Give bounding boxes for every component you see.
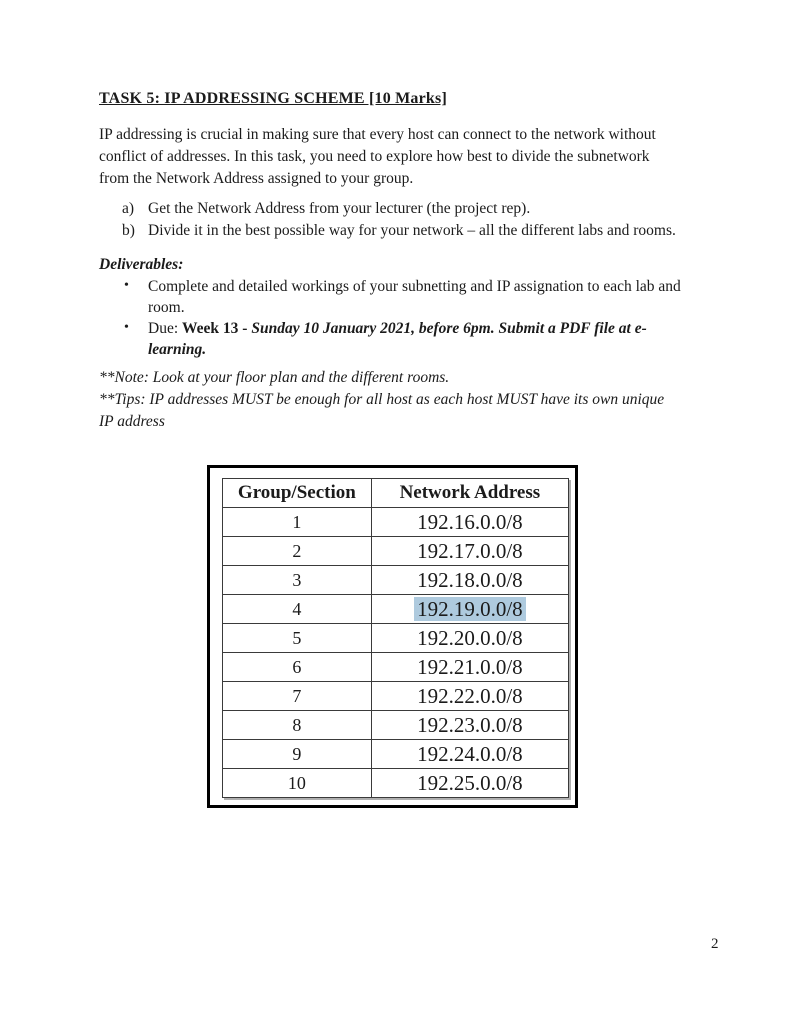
address-cell: 192.23.0.0/8 bbox=[371, 711, 568, 740]
network-address-table bbox=[222, 478, 569, 798]
group-cell: 8 bbox=[223, 711, 372, 740]
address-cell: 192.17.0.0/8 bbox=[371, 537, 568, 566]
group-cell: 5 bbox=[223, 624, 372, 653]
due-date: Sunday 10 January 2021, before 6pm. Submit a PDF file at e- bbox=[251, 320, 647, 337]
list-item-text: Divide it in the best possible way for your network – all the different labs and rooms. bbox=[148, 222, 676, 239]
table-row bbox=[223, 653, 569, 682]
list-marker: b) bbox=[122, 222, 135, 239]
document-content bbox=[99, 88, 699, 808]
table-row bbox=[223, 537, 569, 566]
address-cell: 192.21.0.0/8 bbox=[371, 653, 568, 682]
text-line bbox=[148, 318, 699, 339]
text-line: from the Network Address assigned to your group. bbox=[99, 170, 414, 187]
list-item bbox=[99, 318, 699, 360]
text-line: IP addressing is crucial in making sure that every host can connect to the network without bbox=[99, 126, 656, 143]
group-cell: 7 bbox=[223, 682, 372, 711]
text-line: room. bbox=[148, 299, 185, 316]
table-header-row bbox=[223, 479, 569, 508]
group-cell: 10 bbox=[223, 769, 372, 798]
list-item-b bbox=[99, 220, 699, 242]
page-title: TASK 5: IP ADDRESSING SCHEME [10 Marks] bbox=[99, 90, 447, 107]
group-cell: 3 bbox=[223, 566, 372, 595]
deliverables-list bbox=[99, 276, 699, 360]
list-item-text bbox=[148, 276, 699, 318]
network-address-table-frame bbox=[207, 465, 578, 808]
steps-list bbox=[99, 198, 699, 242]
address-cell: 192.25.0.0/8 bbox=[371, 769, 568, 798]
group-cell: 9 bbox=[223, 740, 372, 769]
table-row bbox=[223, 682, 569, 711]
table-row bbox=[223, 566, 569, 595]
text-line: Complete and detailed workings of your subnetting and IP assignation to each lab and bbox=[148, 278, 681, 295]
address-cell bbox=[371, 595, 568, 624]
highlighted-address: 192.19.0.0/8 bbox=[414, 597, 526, 621]
text-line: conflict of addresses. In this task, you need to explore how best to divide the subnetwork bbox=[99, 148, 650, 165]
intro-paragraph bbox=[99, 124, 699, 190]
list-marker: a) bbox=[122, 200, 135, 217]
address-cell: 192.18.0.0/8 bbox=[371, 566, 568, 595]
deliverables-heading: Deliverables: bbox=[99, 256, 184, 273]
notes-block bbox=[99, 367, 699, 433]
tips-line: **Tips: IP addresses MUST be enough for all host as each host MUST have its own unique bbox=[99, 391, 665, 408]
tips-line-continued: IP address bbox=[99, 413, 165, 430]
address-cell: 192.20.0.0/8 bbox=[371, 624, 568, 653]
column-header-group-section: Group/Section bbox=[223, 479, 372, 508]
address-cell: 192.24.0.0/8 bbox=[371, 740, 568, 769]
address-cell: 192.22.0.0/8 bbox=[371, 682, 568, 711]
note-line: **Note: Look at your floor plan and the different rooms. bbox=[99, 369, 450, 386]
table-row bbox=[223, 740, 569, 769]
due-date-continued: learning. bbox=[148, 341, 207, 358]
text-line bbox=[148, 339, 699, 360]
list-item-text: Get the Network Address from your lecturer (the project rep). bbox=[148, 200, 531, 217]
bullet-marker: • bbox=[124, 278, 129, 293]
page-number: 2 bbox=[711, 936, 719, 952]
list-item-a bbox=[99, 198, 699, 220]
group-cell: 1 bbox=[223, 508, 372, 537]
group-cell: 2 bbox=[223, 537, 372, 566]
table-row-highlighted bbox=[223, 595, 569, 624]
table-row bbox=[223, 508, 569, 537]
column-header-network-address: Network Address bbox=[371, 479, 568, 508]
table-row bbox=[223, 624, 569, 653]
group-cell: 4 bbox=[223, 595, 372, 624]
bullet-marker: • bbox=[124, 320, 129, 335]
address-cell: 192.16.0.0/8 bbox=[371, 508, 568, 537]
table-row bbox=[223, 711, 569, 740]
table-row bbox=[223, 769, 569, 798]
list-item bbox=[99, 276, 699, 318]
group-cell: 6 bbox=[223, 653, 372, 682]
list-item-text bbox=[148, 318, 699, 360]
due-label: Due: bbox=[148, 320, 183, 337]
due-week: Week 13 - bbox=[182, 320, 252, 337]
